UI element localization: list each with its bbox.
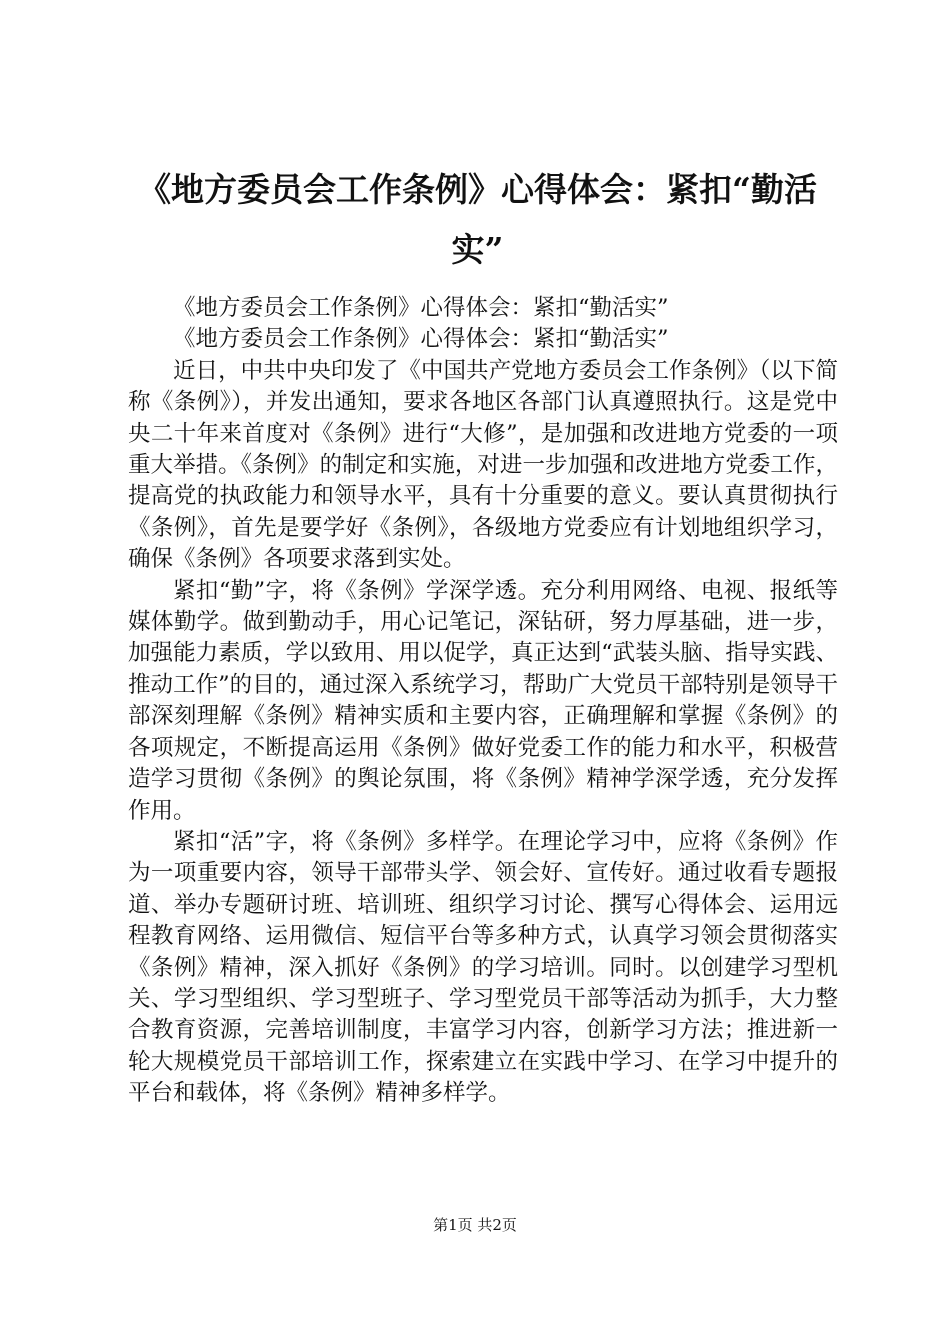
document-body [128, 293, 838, 1110]
page-number-footer: 第1页 共2页 [433, 1216, 517, 1234]
paragraph-qin: 紧扣“勤”字，将《条例》学深学透。充分利用网络、电视、报纸等媒体勤学。做到勤动手，用心记笔记，深钻研，努力厚基础，进一步，加强能力素质，学以致用、用以促学，真正达到“武装头脑、指导实践、推动工作”的目的，通过深入系统学习，帮助广大党员干部特别是领导干部深刻理解《条例》精神实质和主要内容，正确理解和掌握《条例》的各项规定，不断提高运用《条例》做好党委工作的能力和水平，积极营造学习贯彻《条例》的舆论氛围，将《条例》精神学深学透，充分发挥作用。 [128, 577, 838, 824]
document-title: 《地方委员会工作条例》心得体会：紧扣“勤活实” [138, 170, 817, 269]
paragraph-subtitle-2: 《地方委员会工作条例》心得体会：紧扣“勤活实” [173, 326, 669, 353]
paragraph-intro: 近日，中共中央印发了《中国共产党地方委员会工作条例》（以下简称《条例》），并发出通知，要求各地区各部门认真遵照执行。这是党中央二十年来首度对《条例》进行“大修”，是加强和改进地方党委的一项重大举措。《条例》的制定和实施，对进一步加强和改进地方党委工作，提高党的执政能力和领导水平，具有十分重要的意义。要认真贯彻执行《条例》，首先是要学好《条例》，各级地方党委应有计划地组织学习，确保《条例》各项要求落到实处。 [128, 357, 838, 573]
paragraph-subtitle-1: 《地方委员会工作条例》心得体会：紧扣“勤活实” [173, 295, 669, 321]
paragraph-huo: 紧扣“活”字，将《条例》多样学。在理论学习中，应将《条例》作为一项重要内容，领导干部带头学、领会好、宣传好。通过收看专题报道、举办专题研讨班、培训班、组织学习讨论、撰写心得体会、运用远程教育网络、运用微信、短信平台等多种方式，认真学习领会贯彻落实《条例》精神，深入抓好《条例》的学习培训。同时。以创建学习型机关、学习型组织、学习型班子、学习型党员干部等活动为抓手，大力整合教育资源，完善培训制度，丰富学习内容，创新学习方法；推进新一轮大规模党员干部培训工作，探索建立在实践中学习、在学习中提升的平台和载体，将《条例》精神多样学。 [128, 828, 838, 1107]
